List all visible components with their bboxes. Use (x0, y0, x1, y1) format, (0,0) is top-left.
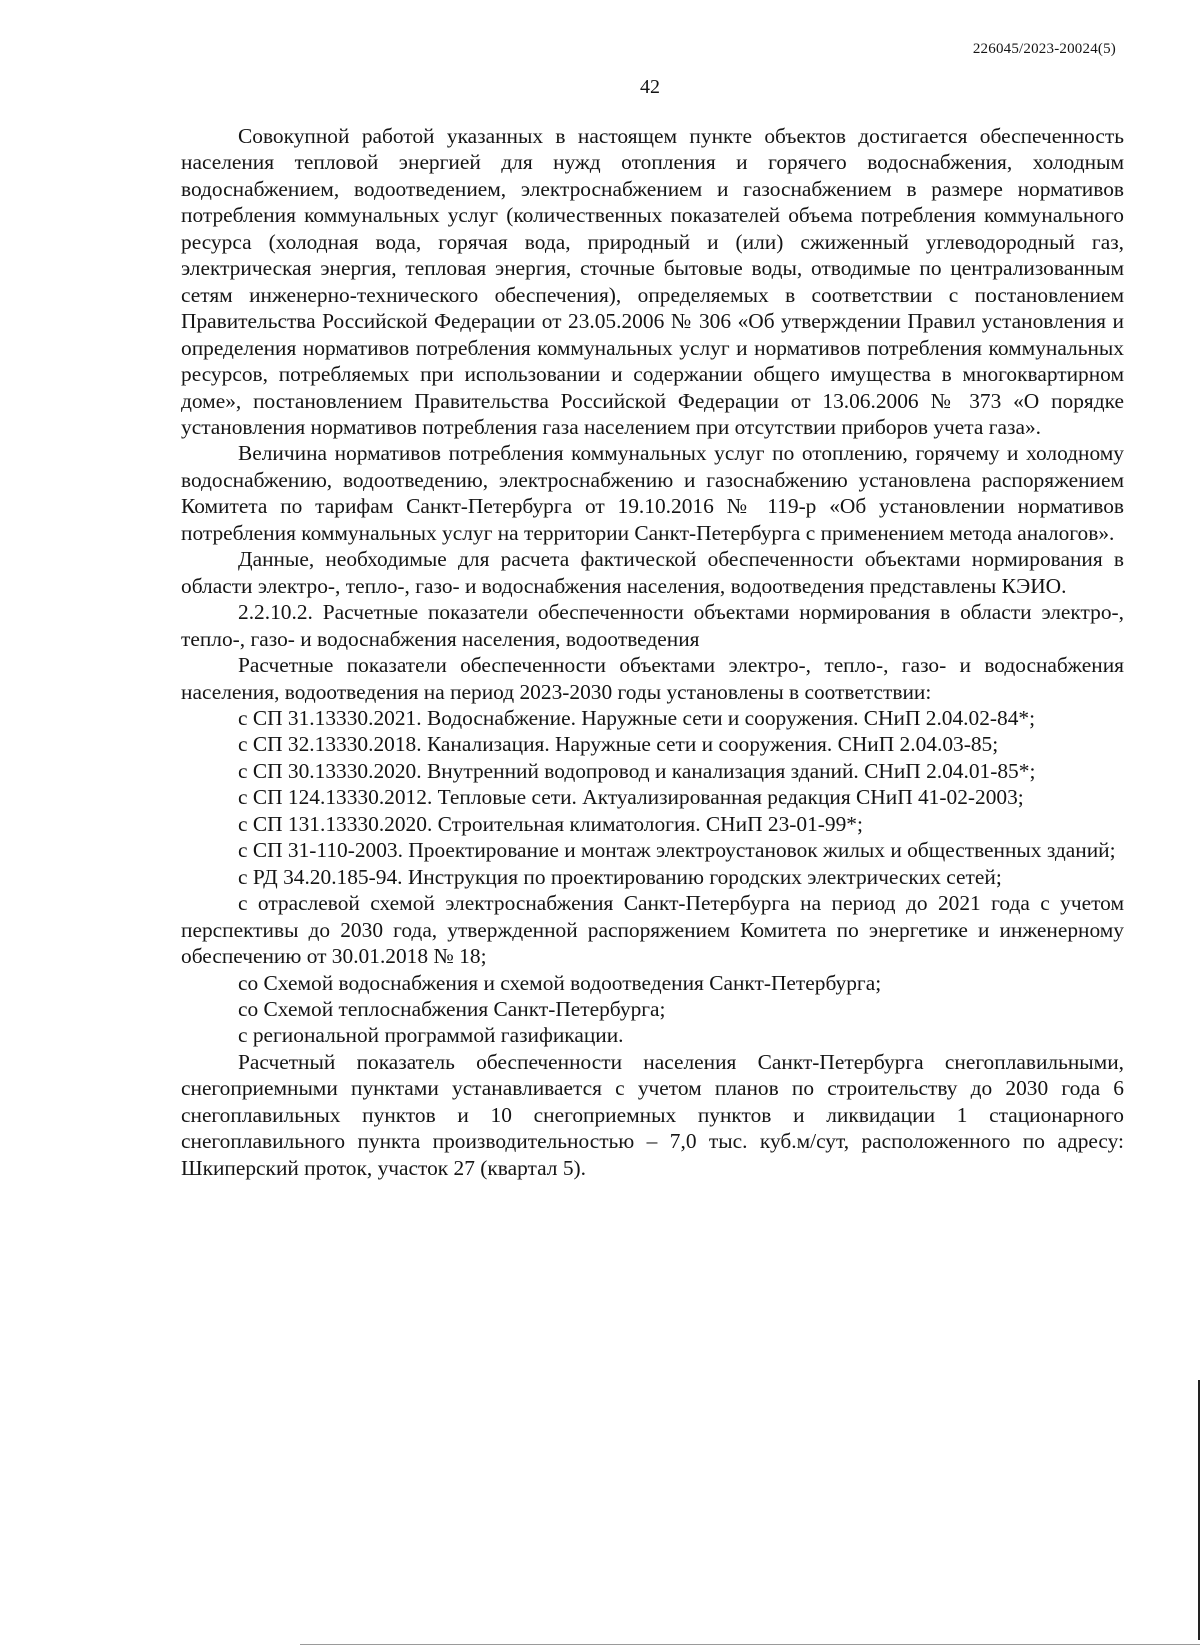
page-number: 42 (640, 76, 660, 98)
list-item-sp-30: с СП 30.13330.2020. Внутренний водопровод и канализация зданий. СНиП 2.04.01-85*; (238, 758, 1036, 783)
list-item-gas-program: с региональной программой газификации. (238, 1023, 624, 1048)
list-item-sp-124: с СП 124.13330.2012. Тепловые сети. Актуализированная редакция СНиП 41-02-2003; (238, 785, 1024, 810)
list-item-sp-31: с СП 31.13330.2021. Водоснабжение. Наружные сети и сооружения. СНиП 2.04.02-84*; (238, 705, 1036, 730)
document-registration-number: 226045/2023-20024(5) (972, 41, 1116, 57)
list-item-sp-31-110: с СП 31-110-2003. Проектирование и монтаж электроустановок жилых и общественных зданий; (238, 838, 1116, 863)
paragraph-calculated-indicators: Расчетные показатели обеспеченности объектами электро-, тепло-, газо- и водоснабжения населения, водоотведения на период 2023-2030 годы установлены в соответствии: (181, 653, 1124, 704)
list-item-rd-34: с РД 34.20.185-94. Инструкция по проектированию городских электрических сетей; (238, 864, 1002, 889)
list-item-sp-131: с СП 131.13330.2020. Строительная климатология. СНиП 23-01-99*; (238, 811, 863, 836)
scan-bottom-line (300, 1644, 1200, 1645)
section-heading-2-2-10-2: 2.2.10.2. Расчетные показатели обеспеченности объектами нормирования в области электро-, тепло-, газо- и водоснабжения населения, водоотведения (181, 600, 1124, 651)
paragraph-provision-summary: Совокупной работой указанных в настоящем пункте объектов достигается обеспеченность населения тепловой энергией для нужд отопления и горячего водоснабжения, холодным водоснабжением, водоотведением, электроснабжением и газоснабжением в размере нормативов потребления коммунальных услуг (количественных показателей объема потребления коммунального ресурса (холодная вода, горячая вода, природный и (или) сжиженный углеводородный газ, электрическая энергия, тепловая энергия, сточные бытовые воды, отводимые по централизованным сетям инженерно-технического обеспечения), определяемых в соответствии с постановлением Правительства Российской Федерации от 23.05.2006 № 306 «Об утверждении Правил установления и определения нормативов потребления коммунальных услуг и нормативов потребления коммунальных ресурсов, потребляемых при использовании и содержании общего имущества в многоквартирном доме», постановлением Правительства Российской Федерации от 13.06.2006 № 373 «О порядке установления нормативов потребления газа населением при отсутствии приборов учета газа». (181, 124, 1124, 439)
paragraph-consumption-norms: Величина нормативов потребления коммунальных услуг по отоплению, горячему и холодному водоснабжению, водоотведению, электроснабжению и газоснабжению установлена распоряжением Комитета по тарифам Санкт-Петербурга от 19.10.2016 № 119-р «Об установлении нормативов потребления коммунальных услуг на территории Санкт-Петербурга с применением метода аналогов». (181, 441, 1124, 545)
paragraph-source-data: Данные, необходимые для расчета фактической обеспеченности объектами нормирования в области электро-, тепло-, газо- и водоснабжения населения, водоотведения представлены КЭИО. (181, 547, 1124, 598)
paragraph-snow-melting: Расчетный показатель обеспеченности населения Санкт-Петербурга снегоплавильными, снегоприемными пунктами устанавливается с учетом планов по строительству до 2030 года 6 снегоплавильных пунктов и 10 снегоприемных пунктов и ликвидации 1 стационарного снегоплавильного пункта производительностью – 7,0 тыс. куб.м/сут, расположенного по адресу: Шкиперский проток, участок 27 (квартал 5). (181, 1049, 1124, 1180)
document-body (181, 123, 1124, 1181)
list-item-sp-32: с СП 32.13330.2018. Канализация. Наружные сети и сооружения. СНиП 2.04.03-85; (238, 732, 999, 757)
list-item-power-scheme: с отраслевой схемой электроснабжения Санкт-Петербурга на период до 2021 года с учетом перспективы до 2030 года, утвержденной распоряжением Комитета по энергетике и инженерному обеспечению от 30.01.2018 № 18; (181, 891, 1124, 969)
list-item-heat-scheme: со Схемой теплоснабжения Санкт-Петербурга; (238, 996, 666, 1021)
list-item-water-scheme: со Схемой водоснабжения и схемой водоотведения Санкт-Петербурга; (238, 970, 882, 995)
